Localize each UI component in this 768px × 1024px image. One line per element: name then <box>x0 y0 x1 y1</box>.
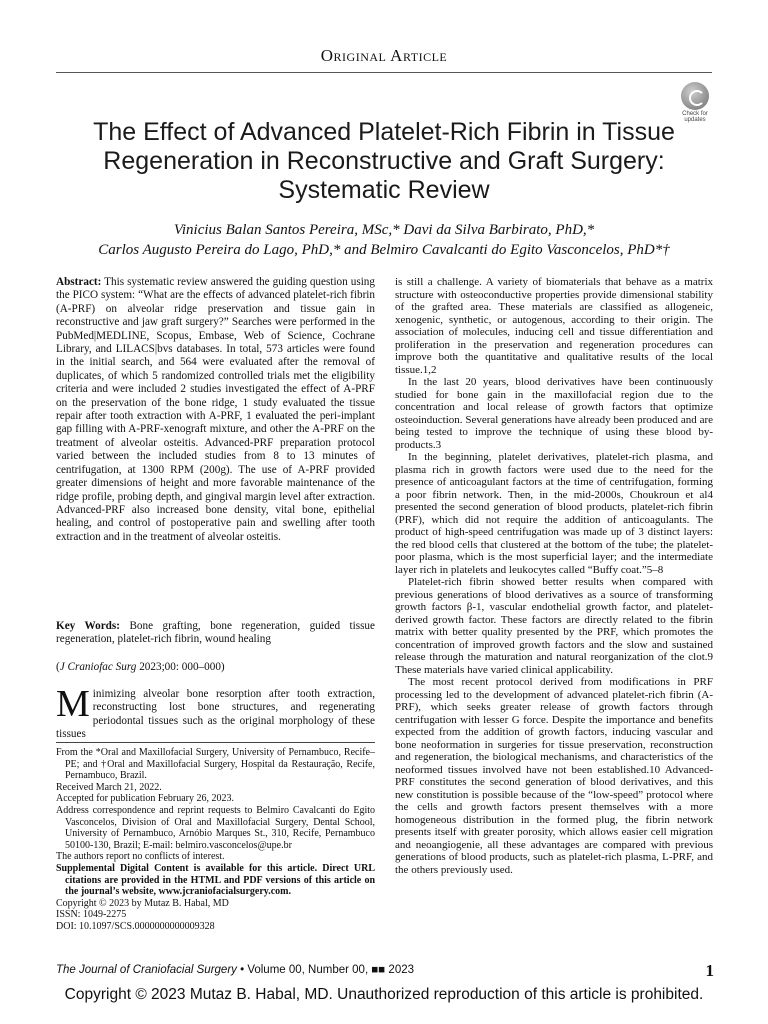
front-matter <box>56 747 375 933</box>
badge-text-2: updates <box>684 117 706 123</box>
drop-cap: M <box>56 683 90 725</box>
citation-rest: 2023;00: 000–000) <box>136 661 225 673</box>
authors-line-2: Carlos Augusto Pereira do Lago, PhD,* and Belmiro Cavalcanti do Egito Vasconcelos, PhD*† <box>98 242 670 258</box>
issn-line: ISSN: 1049-2275 <box>56 909 127 921</box>
doi-line: DOI: 10.1097/SCS.0000000000009328 <box>56 920 215 932</box>
keywords-block <box>56 620 375 647</box>
page-number: 1 <box>705 961 714 980</box>
abstract-label: Abstract: <box>56 276 102 288</box>
update-check-icon <box>681 82 709 110</box>
accepted-date: Accepted for publication February 26, 2023. <box>56 793 235 805</box>
keywords-text: Bone grafting, bone regeneration, guided tissue regeneration, platelet-rich fibrin, wound healing <box>56 620 375 646</box>
copyright-line: Copyright © 2023 by Mutaz B. Habal, MD <box>56 897 229 909</box>
footer-journal: The Journal of Craniofacial Surgery <box>56 964 237 976</box>
header-rule <box>56 72 712 73</box>
badge-text-1: Check for <box>682 111 708 117</box>
citation-line: (J Craniofac Surg 2023;00: 000–000) <box>56 661 225 673</box>
authors-line-1: Vinicius Balan Santos Pereira, MSc,* Davi da Silva Barbirato, PhD,* <box>173 222 595 238</box>
affiliations: From the *Oral and Maxillofacial Surgery, University of Pernambuco, Recife–PE; and †Oral and Maxillofacial Surgery, Hospital da Restauração, Recife, Pernambuco, Brazil. <box>56 747 375 782</box>
body-paragraph: is still a challenge. A variety of biomaterials that behave as a matrix structure with osteoconductive properties provide dimensional stability of the grafted area. These materials are classified as allogeneic, xenogenic, synthetic, or autogenous, according to their origin. The association of molecules, inducing cell and tissue differentiation and proliferation in the preservation and regeneration procedures can improve both the quantitative and qualitative results of the local tissue.1,2 <box>395 276 713 376</box>
author-list <box>40 220 728 260</box>
footer-issue: • Volume 00, Number 00, ■■ 2023 <box>236 964 415 976</box>
abstract-block <box>56 276 375 544</box>
keywords-label: Key Words: <box>56 620 120 632</box>
article-title: The Effect of Advanced Platelet-Rich Fibrin in Tissue Regeneration in Reconstructive and Graft Surgery: Systematic Review <box>93 118 675 204</box>
body-paragraph: Platelet-rich fibrin showed better results when compared with previous generations of blood derivatives as a source of transforming growth factors β-1, vascular endothelial growth factor, and platelet-derived growth factor. These factors are directly related to the fibrin matrix with better quality presented by the PRF, which promotes the concentration of improved growth factors and the slow and sustained release through the maturation and natural reorganization of the clot.9 These materials have varied clinical applicability. <box>395 576 713 676</box>
section-label: Original Article <box>320 46 448 65</box>
copyright-notice: Copyright © 2023 Mutaz B. Habal, MD. Unauthorized reproduction of this article is prohibited. <box>64 986 704 1003</box>
intro-text: inimizing alveolar bone resorption after tooth extraction, reconstructing lost bone structures, and regenerating periodontal tissues such as the original morphology of these tissues <box>56 688 375 741</box>
page-footer <box>56 961 714 980</box>
body-paragraph: The most recent protocol derived from modifications in PRF processing led to the development of advanced platelet-rich fibrin (A-PRF), which seeks greater release of growth factors through centrifugation with lesser G force. Despite the importance and benefits expected from the addition of growth factors, inducing vascular and bone neoformation in surgeries for tissue preservation, reconstruction and regeneration, the biological mechanisms, and characteristics of the neoformed tissues involved have not been established.10 Advanced-PRF constitutes the second generation of blood derivatives, and this new constitution is possible because of the “low-speed” protocol where the cells and growth factors present themselves with a more homogeneous distribution in the formed plug, the fibrin network presents itself with greater porosity, which allows easier cell migration and neoangiogenie, all these advantages are compared with previous generations of blood products, such as platelet-rich plasma, L-PRF, and the others previously used. <box>395 676 713 876</box>
conflict-statement: The authors report no conflicts of interest. <box>56 851 225 863</box>
received-date: Received March 21, 2022. <box>56 781 162 793</box>
abstract-text: This systematic review answered the guiding question using the PICO system: “What are the effects of advanced platelet-rich fibrin (A-PRF) on alveolar ridge preservation and tissue gain in reconstructive and jaw graft surgery?” Searches were performed in the PubMed|MEDLINE, Scopus, Embase, Web of Science, Cochrane Library, and LILACS|bvs databases. In total, 573 articles were found in the initial search, and 564 were evaluated after the removal of duplicates, of which 5 randomized controlled trials met the eligibility criteria and were included 2 studies investigated the effect of A-PRF on the preservation of the bone ridge, 1 study evaluated the tissue repair after tooth extraction with A-PRF, 1 evaluated the peri-implant gap filling with A-PRF-xenograft mixture, and other the A-PRF on the treatment of alveolar osteitis. Advanced-PRF preparation protocol varied between the included studies from 8 to 13 minutes of centrifugation, at 1300 RPM (200g). The use of A-PRF provided greater dimensions of height and more favorable maintenance of the ridge profile, probing depth, and gingival margin level after extraction. Advanced-PRF also increased bone density, vital bone, epithelial healing, and control of postoperative pain and swelling after tooth extraction and in the treatment of alveolar osteitis. <box>56 276 375 543</box>
citation-journal: J Craniofac Surg <box>59 661 137 673</box>
body-paragraph: In the beginning, platelet derivatives, platelet-rich plasma, and plasma rich in growth factors were used due to the need for the presence of anticoagulant factors at the time of centrifugation, forming a poor fibrin network. Then, in the mid-2000s, Choukroun et al4 presented the second generation of blood products, platelet-rich fibrin (PRF), which did not require the addition of anticoagulants. The product of high-speed centrifugation was made up of 3 distinct layers: the red blood cells that clustered at the bottom of the tube; the platelet-poor plasma, which is the most superficial layer; and the intermediate layer rich in platelets and leukocytes called “Buffy coat.”5–8 <box>395 451 713 576</box>
body-paragraph: In the last 20 years, blood derivatives have been continuously studied for bone gain in the maxillofacial region due to the concentration and local release of growth factors that optimize osteoinduction. Several generations have already been produced and are being tested to improve the technique of using these blood by-products.3 <box>395 376 713 451</box>
supplemental-note: Supplemental Digital Content is available for this article. Direct URL citations are provided in the HTML and PDF versions of this article on the journal’s website, www.jcraniofacialsurgery.com. <box>56 862 375 898</box>
intro-paragraph <box>56 683 375 742</box>
body-right-column <box>395 276 713 876</box>
check-for-updates-badge[interactable] <box>676 82 714 123</box>
footnote-divider <box>56 742 375 743</box>
correspondence-address: Address correspondence and reprint requests to Belmiro Cavalcanti do Egito Vasconcelos, Division of Oral and Maxillofacial Surgery, Dental School, University of Pernambuco, Arnóbio Marques St., 310, Recife, Pernambuco 50100-130, Brazil; E-mail: belmiro.vasconcelos@upe.br <box>56 804 375 851</box>
